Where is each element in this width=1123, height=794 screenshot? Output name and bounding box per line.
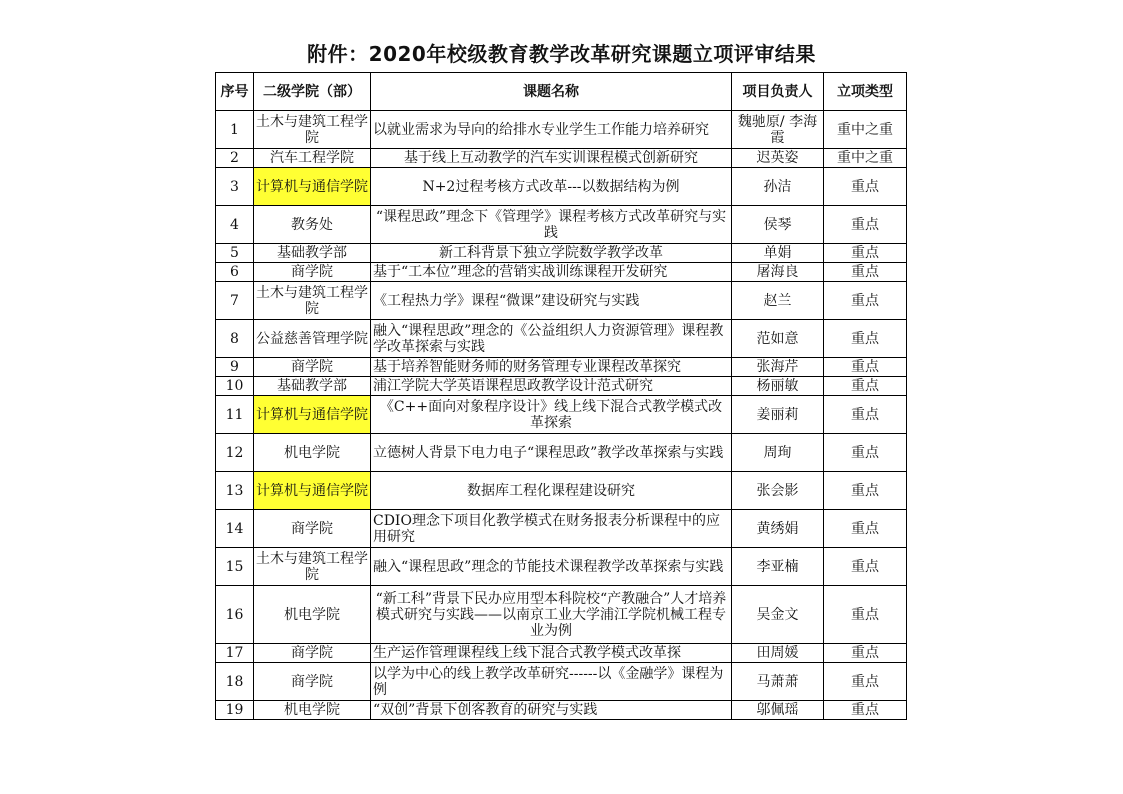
cell-no: 11 bbox=[216, 396, 254, 434]
cell-dept: 汽车工程学院 bbox=[254, 149, 371, 168]
cell-no: 8 bbox=[216, 320, 254, 358]
cell-leader: 田周媛 bbox=[732, 644, 824, 663]
cell-type: 重点 bbox=[824, 586, 907, 644]
table-row bbox=[216, 434, 907, 472]
header-no: 序号 bbox=[216, 73, 254, 111]
cell-type: 重点 bbox=[824, 510, 907, 548]
cell-dept-highlighted: 计算机与通信学院 bbox=[254, 472, 371, 510]
cell-dept: 土木与建筑工程学院 bbox=[254, 548, 371, 586]
table-row bbox=[216, 510, 907, 548]
table-row bbox=[216, 396, 907, 434]
cell-dept: 土木与建筑工程学院 bbox=[254, 111, 371, 149]
cell-name: 以学为中心的线上教学改革研究------以《金融学》课程为例 bbox=[371, 663, 732, 701]
cell-no: 17 bbox=[216, 644, 254, 663]
cell-name: 新工科背景下独立学院数学教学改革 bbox=[371, 244, 732, 263]
cell-leader: 张会影 bbox=[732, 472, 824, 510]
table-row bbox=[216, 377, 907, 396]
header-dept: 二级学院（部） bbox=[254, 73, 371, 111]
cell-dept: 商学院 bbox=[254, 510, 371, 548]
cell-type: 重点 bbox=[824, 644, 907, 663]
cell-dept: 基础教学部 bbox=[254, 244, 371, 263]
table-row bbox=[216, 472, 907, 510]
cell-dept: 商学院 bbox=[254, 263, 371, 282]
cell-dept: 商学院 bbox=[254, 644, 371, 663]
cell-dept: 公益慈善管理学院 bbox=[254, 320, 371, 358]
table-row bbox=[216, 701, 907, 720]
cell-no: 15 bbox=[216, 548, 254, 586]
cell-leader: 孙洁 bbox=[732, 168, 824, 206]
cell-type: 重点 bbox=[824, 358, 907, 377]
table-row bbox=[216, 586, 907, 644]
cell-type: 重点 bbox=[824, 377, 907, 396]
cell-no: 9 bbox=[216, 358, 254, 377]
cell-type: 重点 bbox=[824, 168, 907, 206]
cell-name: 《C++面向对象程序设计》线上线下混合式教学模式改革探索 bbox=[371, 396, 732, 434]
cell-dept: 商学院 bbox=[254, 358, 371, 377]
cell-leader: 杨丽敏 bbox=[732, 377, 824, 396]
cell-name: CDIO理念下项目化教学模式在财务报表分析课程中的应用研究 bbox=[371, 510, 732, 548]
cell-no: 14 bbox=[216, 510, 254, 548]
page-title: 附件：2020年校级教育教学改革研究课题立项评审结果 bbox=[307, 42, 816, 66]
table-row bbox=[216, 244, 907, 263]
cell-dept: 教务处 bbox=[254, 206, 371, 244]
cell-leader: 马萧萧 bbox=[732, 663, 824, 701]
cell-name: “课程思政”理念下《管理学》课程考核方式改革研究与实践 bbox=[371, 206, 732, 244]
table-row bbox=[216, 263, 907, 282]
cell-name: 浦江学院大学英语课程思政教学设计范式研究 bbox=[371, 377, 732, 396]
cell-no: 13 bbox=[216, 472, 254, 510]
table-row bbox=[216, 320, 907, 358]
header-leader: 项目负责人 bbox=[732, 73, 824, 111]
cell-dept: 商学院 bbox=[254, 663, 371, 701]
results-table bbox=[215, 72, 907, 720]
cell-leader: 吴金文 bbox=[732, 586, 824, 644]
cell-type: 重中之重 bbox=[824, 149, 907, 168]
cell-type: 重点 bbox=[824, 548, 907, 586]
cell-leader: 单娟 bbox=[732, 244, 824, 263]
cell-no: 10 bbox=[216, 377, 254, 396]
cell-name: N+2过程考核方式改革---以数据结构为例 bbox=[371, 168, 732, 206]
cell-leader: 周珣 bbox=[732, 434, 824, 472]
cell-no: 18 bbox=[216, 663, 254, 701]
cell-dept-highlighted: 计算机与通信学院 bbox=[254, 168, 371, 206]
cell-type: 重点 bbox=[824, 396, 907, 434]
cell-type: 重点 bbox=[824, 434, 907, 472]
cell-dept: 机电学院 bbox=[254, 586, 371, 644]
table-row bbox=[216, 358, 907, 377]
table-row bbox=[216, 282, 907, 320]
cell-type: 重点 bbox=[824, 263, 907, 282]
cell-leader: 侯琴 bbox=[732, 206, 824, 244]
cell-no: 6 bbox=[216, 263, 254, 282]
cell-leader: 李亚楠 bbox=[732, 548, 824, 586]
cell-leader: 张海芹 bbox=[732, 358, 824, 377]
cell-leader: 屠海良 bbox=[732, 263, 824, 282]
cell-dept: 土木与建筑工程学院 bbox=[254, 282, 371, 320]
cell-type: 重点 bbox=[824, 244, 907, 263]
cell-no: 16 bbox=[216, 586, 254, 644]
cell-dept: 基础教学部 bbox=[254, 377, 371, 396]
cell-leader: 邬佩瑶 bbox=[732, 701, 824, 720]
cell-name: 基于“工本位”理念的营销实战训练课程开发研究 bbox=[371, 263, 732, 282]
table-row bbox=[216, 168, 907, 206]
cell-no: 5 bbox=[216, 244, 254, 263]
cell-no: 3 bbox=[216, 168, 254, 206]
header-type: 立项类型 bbox=[824, 73, 907, 111]
table-row bbox=[216, 663, 907, 701]
cell-name: 融入“课程思政”理念的《公益组织人力资源管理》课程教学改革探索与实践 bbox=[371, 320, 732, 358]
cell-type: 重点 bbox=[824, 663, 907, 701]
cell-leader: 黄绣娟 bbox=[732, 510, 824, 548]
cell-name: 立德树人背景下电力电子“课程思政”教学改革探索与实践 bbox=[371, 434, 732, 472]
cell-no: 2 bbox=[216, 149, 254, 168]
table-row bbox=[216, 111, 907, 149]
cell-name: 基于线上互动教学的汽车实训课程模式创新研究 bbox=[371, 149, 732, 168]
cell-type: 重点 bbox=[824, 472, 907, 510]
cell-leader: 范如意 bbox=[732, 320, 824, 358]
cell-type: 重点 bbox=[824, 320, 907, 358]
cell-name: 数据库工程化课程建设研究 bbox=[371, 472, 732, 510]
table-row bbox=[216, 644, 907, 663]
cell-name: 生产运作管理课程线上线下混合式教学模式改革探 bbox=[371, 644, 732, 663]
cell-dept-highlighted: 计算机与通信学院 bbox=[254, 396, 371, 434]
cell-dept: 机电学院 bbox=[254, 701, 371, 720]
table-row bbox=[216, 206, 907, 244]
table-row bbox=[216, 149, 907, 168]
header-name: 课题名称 bbox=[371, 73, 732, 111]
cell-type: 重点 bbox=[824, 206, 907, 244]
cell-leader: 魏驰原/ 李海霞 bbox=[732, 111, 824, 149]
cell-no: 4 bbox=[216, 206, 254, 244]
cell-name: “双创”背景下创客教育的研究与实践 bbox=[371, 701, 732, 720]
cell-name: “新工科”背景下民办应用型本科院校“产教融合”人才培养模式研究与实践——以南京工业大学浦江学院机械工程专业为例 bbox=[371, 586, 732, 644]
table-row bbox=[216, 548, 907, 586]
cell-leader: 姜丽莉 bbox=[732, 396, 824, 434]
cell-leader: 赵兰 bbox=[732, 282, 824, 320]
cell-name: 以就业需求为导向的给排水专业学生工作能力培养研究 bbox=[371, 111, 732, 149]
cell-name: 《工程热力学》课程“微课”建设研究与实践 bbox=[371, 282, 732, 320]
cell-no: 19 bbox=[216, 701, 254, 720]
cell-no: 12 bbox=[216, 434, 254, 472]
cell-type: 重点 bbox=[824, 282, 907, 320]
cell-name: 融入“课程思政”理念的节能技术课程教学改革探索与实践 bbox=[371, 548, 732, 586]
cell-no: 1 bbox=[216, 111, 254, 149]
cell-name: 基于培养智能财务师的财务管理专业课程改革探究 bbox=[371, 358, 732, 377]
cell-dept: 机电学院 bbox=[254, 434, 371, 472]
cell-type: 重点 bbox=[824, 701, 907, 720]
cell-type: 重中之重 bbox=[824, 111, 907, 149]
header-row bbox=[216, 73, 907, 111]
cell-no: 7 bbox=[216, 282, 254, 320]
cell-leader: 迟英姿 bbox=[732, 149, 824, 168]
